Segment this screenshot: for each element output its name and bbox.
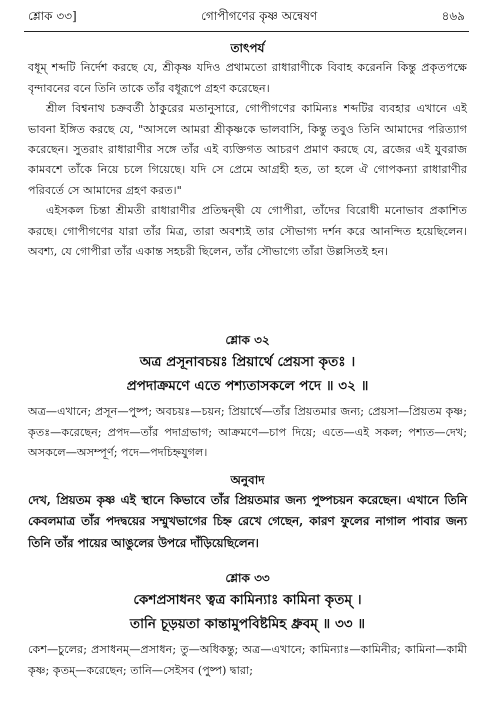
verse-33-title: শ্লোক ৩৩ <box>225 571 270 585</box>
purport-paragraph-2: শ্রীল বিশ্বনাথ চক্রবর্তী ঠাকুরের মতানুসারে, গোপীগণের কামিন্যঃ শব্দটির ব্যবহার এখানে এই ভাবনা ইঙ্গিত করছে যে, "আসলে আমরা শ্রীকৃষ্ণকে ভালবাসি, কিন্তু তবুও তিনি আমাদের পরিত্যাগ করেছেন। সুতরাং রাধারাণীর সঙ্গে তাঁর এই ব্যক্তিগত আচরণ প্রমাণ করছে যে, ব্রজের এই যুবরাজ কামবশে তাঁকে নিয়ে চলে গিয়েছে। যদি সে প্রেমে আগ্রহী হত, তা হলে ঐ গোপকন্যা রাধারাণীর পরিবর্তে সে আমাদের গ্রহণ করত।" <box>28 102 467 197</box>
verse-32-title: শ্লোক ৩২ <box>225 333 270 347</box>
verse-33-line-1: কেশপ্রসাধনং ত্বত্র কামিন্যাঃ কামিনা কৃতম্‌ । <box>133 592 362 609</box>
running-header <box>28 8 465 28</box>
verse-32-section <box>28 330 467 554</box>
verse-33-synonyms: কেশ—চুলের; প্রসাধনম্‌—প্রসাধন; তু—অধিকন্তু; অত্র—এখানে; কামিন্যাঃ—কামিনীর; কামিনা—কামী কৃষ্ণ; কৃতম্‌—করেছেন; তানি—সেইসব (পুষ্প) দ্বারা; <box>28 643 467 677</box>
header-page-number: ৪৬৯ <box>441 9 465 23</box>
header-rule <box>24 31 469 32</box>
purport-section <box>28 38 467 262</box>
verse-33-section <box>28 568 467 681</box>
purport-title: তাৎপর্য <box>230 41 265 55</box>
header-chapter-title: গোপীগণের কৃষ্ণ অন্বেষণ <box>201 9 318 23</box>
verse-33-line-2: তানি চূড়য়তা কান্তামুপবিষ্টমিহ ধ্রুবম্‌ ॥ ৩৩ ॥ <box>129 616 366 633</box>
verse-32-synonyms: অত্র—এখানে; প্রসূন—পুষ্প; অবচয়ঃ—চয়ন; প্রিয়ার্থে—তাঁর প্রিয়তমার জন্য; প্রেয়সা—প্রিয়তম কৃষ্ণ; কৃতঃ—করেছেন; প্রপদ—তাঁর পদাগ্রভাগ; আক্রমণে—চাপ দিয়ে; এতে—এই সকল; পশ্যত—দেখ; অসকলে—অসম্পূর্ণ; পদে—পদচিহ্নযুগল। <box>28 405 467 460</box>
header-verse-ref: শ্লোক ৩৩] <box>28 9 77 23</box>
verse-32-line-1: অত্র প্রসূনাবচয়ঃ প্রিয়ার্থে প্রেয়সা কৃতঃ । <box>139 354 356 371</box>
verse-32-translation: দেখ, প্রিয়তম কৃষ্ণ এই স্থানে কিভাবে তাঁর প্রিয়তমার জন্য পুষ্পচয়ন করেছেন। এখানে তিনি কেবলমাত্র তাঁর পদদ্বয়ের সম্মুখভাগের চিহ্ন রেখে গেছেন, কারণ ফুলের নাগাল পাবার জন্য তিনি তাঁর পায়ের আঙুলের উপরে দাঁড়িয়েছিলেন। <box>28 493 467 550</box>
translation-title: অনুবাদ <box>230 472 265 487</box>
purport-paragraph-1: বধূম্‌ শব্দটি নির্দেশ করছে যে, শ্রীকৃষ্ণ যদিও প্রথামতো রাধারাণীকে বিবাহ করেননি কিন্তু প্রকৃতপক্ষে বৃন্দাবনের বনে তিনি তাকে তাঁর বধূরূপে গ্রহণ করেছেন। <box>28 61 467 95</box>
verse-32-line-2: প্রপদাক্রমণে এতে পশ্যতাসকলে পদে ॥ ৩২ ॥ <box>126 378 369 395</box>
purport-paragraph-3: এইসকল চিন্তা শ্রীমতী রাধারাণীর প্রতিদ্বন্দ্বী যে গোপীরা, তাঁদের বিরোধী মনোভাব প্রকাশিত করছে। গোপীগণের যারা তাঁর মিত্র, তারা অবশ্যই তার সৌভাগ্য দর্শন করে আনন্দিত হয়েছিলেন। অবশ্য, যে গোপীরা তাঁর একান্ত সহচরী ছিলেন, তাঁর সৌভাগ্যে তাঁরা উল্লসিতই হন। <box>28 204 467 259</box>
